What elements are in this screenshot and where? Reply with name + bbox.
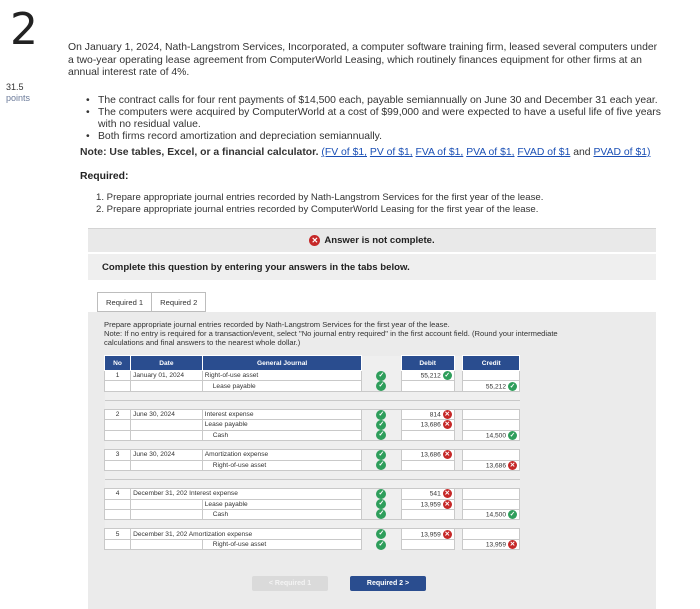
incorrect-icon: ✕ xyxy=(509,461,516,469)
row-check-icon: ✓ xyxy=(376,509,386,519)
table-row xyxy=(105,381,520,392)
row-check-icon: ✓ xyxy=(376,460,386,470)
answer-status-bar xyxy=(88,228,656,252)
account-cell[interactable]: Lease payable xyxy=(202,381,362,392)
instructions-note: Note: If no entry is required for a transaction/event, select "No journal entry required" in the first account field. (Round your intermediate calculations and final answers to the nearest whole dollar.) xyxy=(104,329,558,347)
account-cell[interactable]: Cash xyxy=(202,430,362,441)
requirement-2: 2. Prepare appropriate journal entries recorded by ComputerWorld Leasing for the first year of the lease. xyxy=(96,203,539,215)
journal-table xyxy=(104,355,520,550)
entry-date[interactable]: June 30, 2024 xyxy=(131,409,203,420)
account-cell[interactable]: Amortization expense xyxy=(202,450,362,461)
credit-cell[interactable] xyxy=(463,529,520,540)
account-cell[interactable]: Lease payable xyxy=(202,499,362,509)
entry-no: 4 xyxy=(105,489,131,500)
table-header-row xyxy=(105,356,520,371)
tab-required-1[interactable]: Required 1 xyxy=(97,292,152,312)
required-heading: Required: xyxy=(80,171,129,182)
header-spacer xyxy=(454,356,463,371)
note-prefix: Note: Use tables, Excel, or a financial calculator. xyxy=(80,147,319,158)
instructions-text: Prepare appropriate journal entries recorded by Nath-Langstrom Services for the first year of the lease. xyxy=(104,320,450,329)
table-row xyxy=(105,499,520,509)
table-row xyxy=(105,450,520,461)
tab-required-2[interactable]: Required 2 xyxy=(152,292,206,312)
link-fva[interactable]: FVA of $1, xyxy=(415,147,464,158)
debit-value: 13,686 xyxy=(420,421,441,429)
table-row xyxy=(105,460,520,471)
debit-value: 541 xyxy=(429,490,441,498)
header-date: Date xyxy=(131,356,203,371)
debit-cell[interactable] xyxy=(401,381,454,392)
link-pvad[interactable]: PVAD of $1) xyxy=(593,147,651,158)
incorrect-icon: ✕ xyxy=(509,541,516,549)
incorrect-icon: ✕ xyxy=(444,490,451,498)
row-check-icon: ✓ xyxy=(376,499,386,509)
credit-value: 14,500 xyxy=(485,432,506,440)
credit-value: 13,686 xyxy=(485,462,506,470)
entry-no: 3 xyxy=(105,450,131,461)
correct-icon: ✓ xyxy=(509,431,516,439)
link-fvad[interactable]: FVAD of $1 xyxy=(517,147,571,158)
debit-value: 13,686 xyxy=(420,451,441,459)
credit-cell[interactable] xyxy=(463,371,520,381)
points-label: points xyxy=(6,93,31,103)
link-and: and xyxy=(573,147,591,158)
table-row xyxy=(105,430,520,441)
requirements xyxy=(96,192,543,215)
entry-no: 1 xyxy=(105,371,131,381)
entry-date[interactable]: January 01, 2024 xyxy=(131,371,203,381)
credit-value: 14,500 xyxy=(485,511,506,519)
row-check-icon: ✓ xyxy=(376,450,386,460)
entry-no: 2 xyxy=(105,409,131,420)
debit-value: 814 xyxy=(429,411,441,419)
header-account: General Journal xyxy=(202,356,362,371)
account-cell[interactable]: Right-of-use asset xyxy=(202,371,362,381)
debit-value: 13,959 xyxy=(420,500,441,508)
account-cell[interactable]: Interest expense xyxy=(202,409,362,420)
requirement-1: 1. Prepare appropriate journal entries recorded by Nath-Langstrom Services for the first year of the lease. xyxy=(96,192,544,203)
entry-date[interactable]: June 30, 2024 xyxy=(131,450,203,461)
link-fv[interactable]: (FV of $1, xyxy=(321,147,368,158)
row-check-icon: ✓ xyxy=(376,540,386,550)
debit-cell[interactable] xyxy=(401,430,454,441)
table-row xyxy=(105,509,520,520)
incorrect-icon: ✕ xyxy=(444,421,451,429)
credit-cell[interactable] xyxy=(463,489,520,500)
table-row xyxy=(105,420,520,430)
credit-cell[interactable] xyxy=(463,409,520,420)
points-box xyxy=(6,82,30,104)
account-cell[interactable]: Right-of-use asset xyxy=(202,539,362,549)
tab-bar xyxy=(97,292,206,312)
row-check-icon: ✓ xyxy=(376,489,386,499)
row-check-icon: ✓ xyxy=(376,420,386,430)
header-no: No xyxy=(105,356,131,371)
row-check-icon: ✓ xyxy=(376,381,386,391)
account-cell[interactable]: Right-of-use asset xyxy=(202,460,362,471)
account-cell[interactable]: Lease payable xyxy=(202,420,362,430)
incorrect-icon: ✕ xyxy=(444,530,451,538)
prev-button[interactable]: < Required 1 xyxy=(252,576,328,591)
panel-instructions xyxy=(104,320,584,347)
answer-status-text: Answer is not complete. xyxy=(324,235,435,246)
correct-icon: ✓ xyxy=(509,382,516,390)
table-row xyxy=(105,529,520,540)
credit-cell[interactable] xyxy=(463,450,520,461)
debit-value: 55,212 xyxy=(420,372,441,380)
entry-no: 5 xyxy=(105,529,131,540)
table-row xyxy=(105,539,520,549)
header-debit: Debit xyxy=(401,356,454,371)
entry-date[interactable]: December 31, 202 Interest expense xyxy=(131,489,362,500)
credit-cell[interactable] xyxy=(463,499,520,509)
correct-icon: ✓ xyxy=(444,372,451,380)
row-check-icon: ✓ xyxy=(376,371,386,381)
credit-value: 13,959 xyxy=(485,541,506,549)
bullet-item: • The computers were acquired by ComputerWorld at a cost of $99,000 and were expected to have a useful life of five years with no residual value. xyxy=(86,107,666,131)
correct-icon: ✓ xyxy=(509,511,516,519)
debit-cell[interactable] xyxy=(401,509,454,520)
row-check-icon: ✓ xyxy=(376,410,386,420)
debit-value: 13,959 xyxy=(420,530,441,538)
question-intro: On January 1, 2024, Nath-Langstrom Services, Incorporated, a computer software training firm, leased several computers under a two-year operating lease agreement from ComputerWorld Leasing, which routinely finances equipment for other firms at an annual interest rate of 4%. xyxy=(68,42,658,78)
bullet-item: • Both firms record amortization and depreciation semiannually. xyxy=(86,131,666,143)
entry-date[interactable]: December 31, 202 Amortization expense xyxy=(131,529,362,540)
table-row xyxy=(105,371,520,381)
header-credit: Credit xyxy=(463,356,520,371)
debit-cell[interactable] xyxy=(401,460,454,471)
points-value: 31.5 xyxy=(6,82,24,92)
credit-cell[interactable] xyxy=(463,420,520,430)
link-pv[interactable]: PV of $1, xyxy=(369,147,413,158)
incorrect-icon: ✕ xyxy=(444,411,451,419)
header-spacer xyxy=(362,356,401,371)
account-cell[interactable]: Cash xyxy=(202,509,362,520)
debit-cell[interactable] xyxy=(401,539,454,549)
credit-value: 55,212 xyxy=(485,382,506,390)
incorrect-icon: ✕ xyxy=(444,451,451,459)
bullet-item: • The contract calls for four rent payments of $14,500 each, payable semiannually on June 30 and December 31 each year. xyxy=(86,95,666,107)
complete-instruction-bar: Complete this question by entering your answers in the tabs below. xyxy=(88,254,656,280)
note-line xyxy=(80,147,650,158)
table-row xyxy=(105,409,520,420)
row-check-icon: ✓ xyxy=(376,430,386,440)
incorrect-icon: ✕ xyxy=(444,500,451,508)
row-check-icon: ✓ xyxy=(376,529,386,539)
bullet-list xyxy=(86,95,666,143)
next-button[interactable]: Required 2 > xyxy=(350,576,426,591)
table-row xyxy=(105,489,520,500)
link-pva[interactable]: PVA of $1, xyxy=(466,147,515,158)
question-number: 2 xyxy=(10,4,38,55)
error-icon: ✕ xyxy=(309,235,320,246)
